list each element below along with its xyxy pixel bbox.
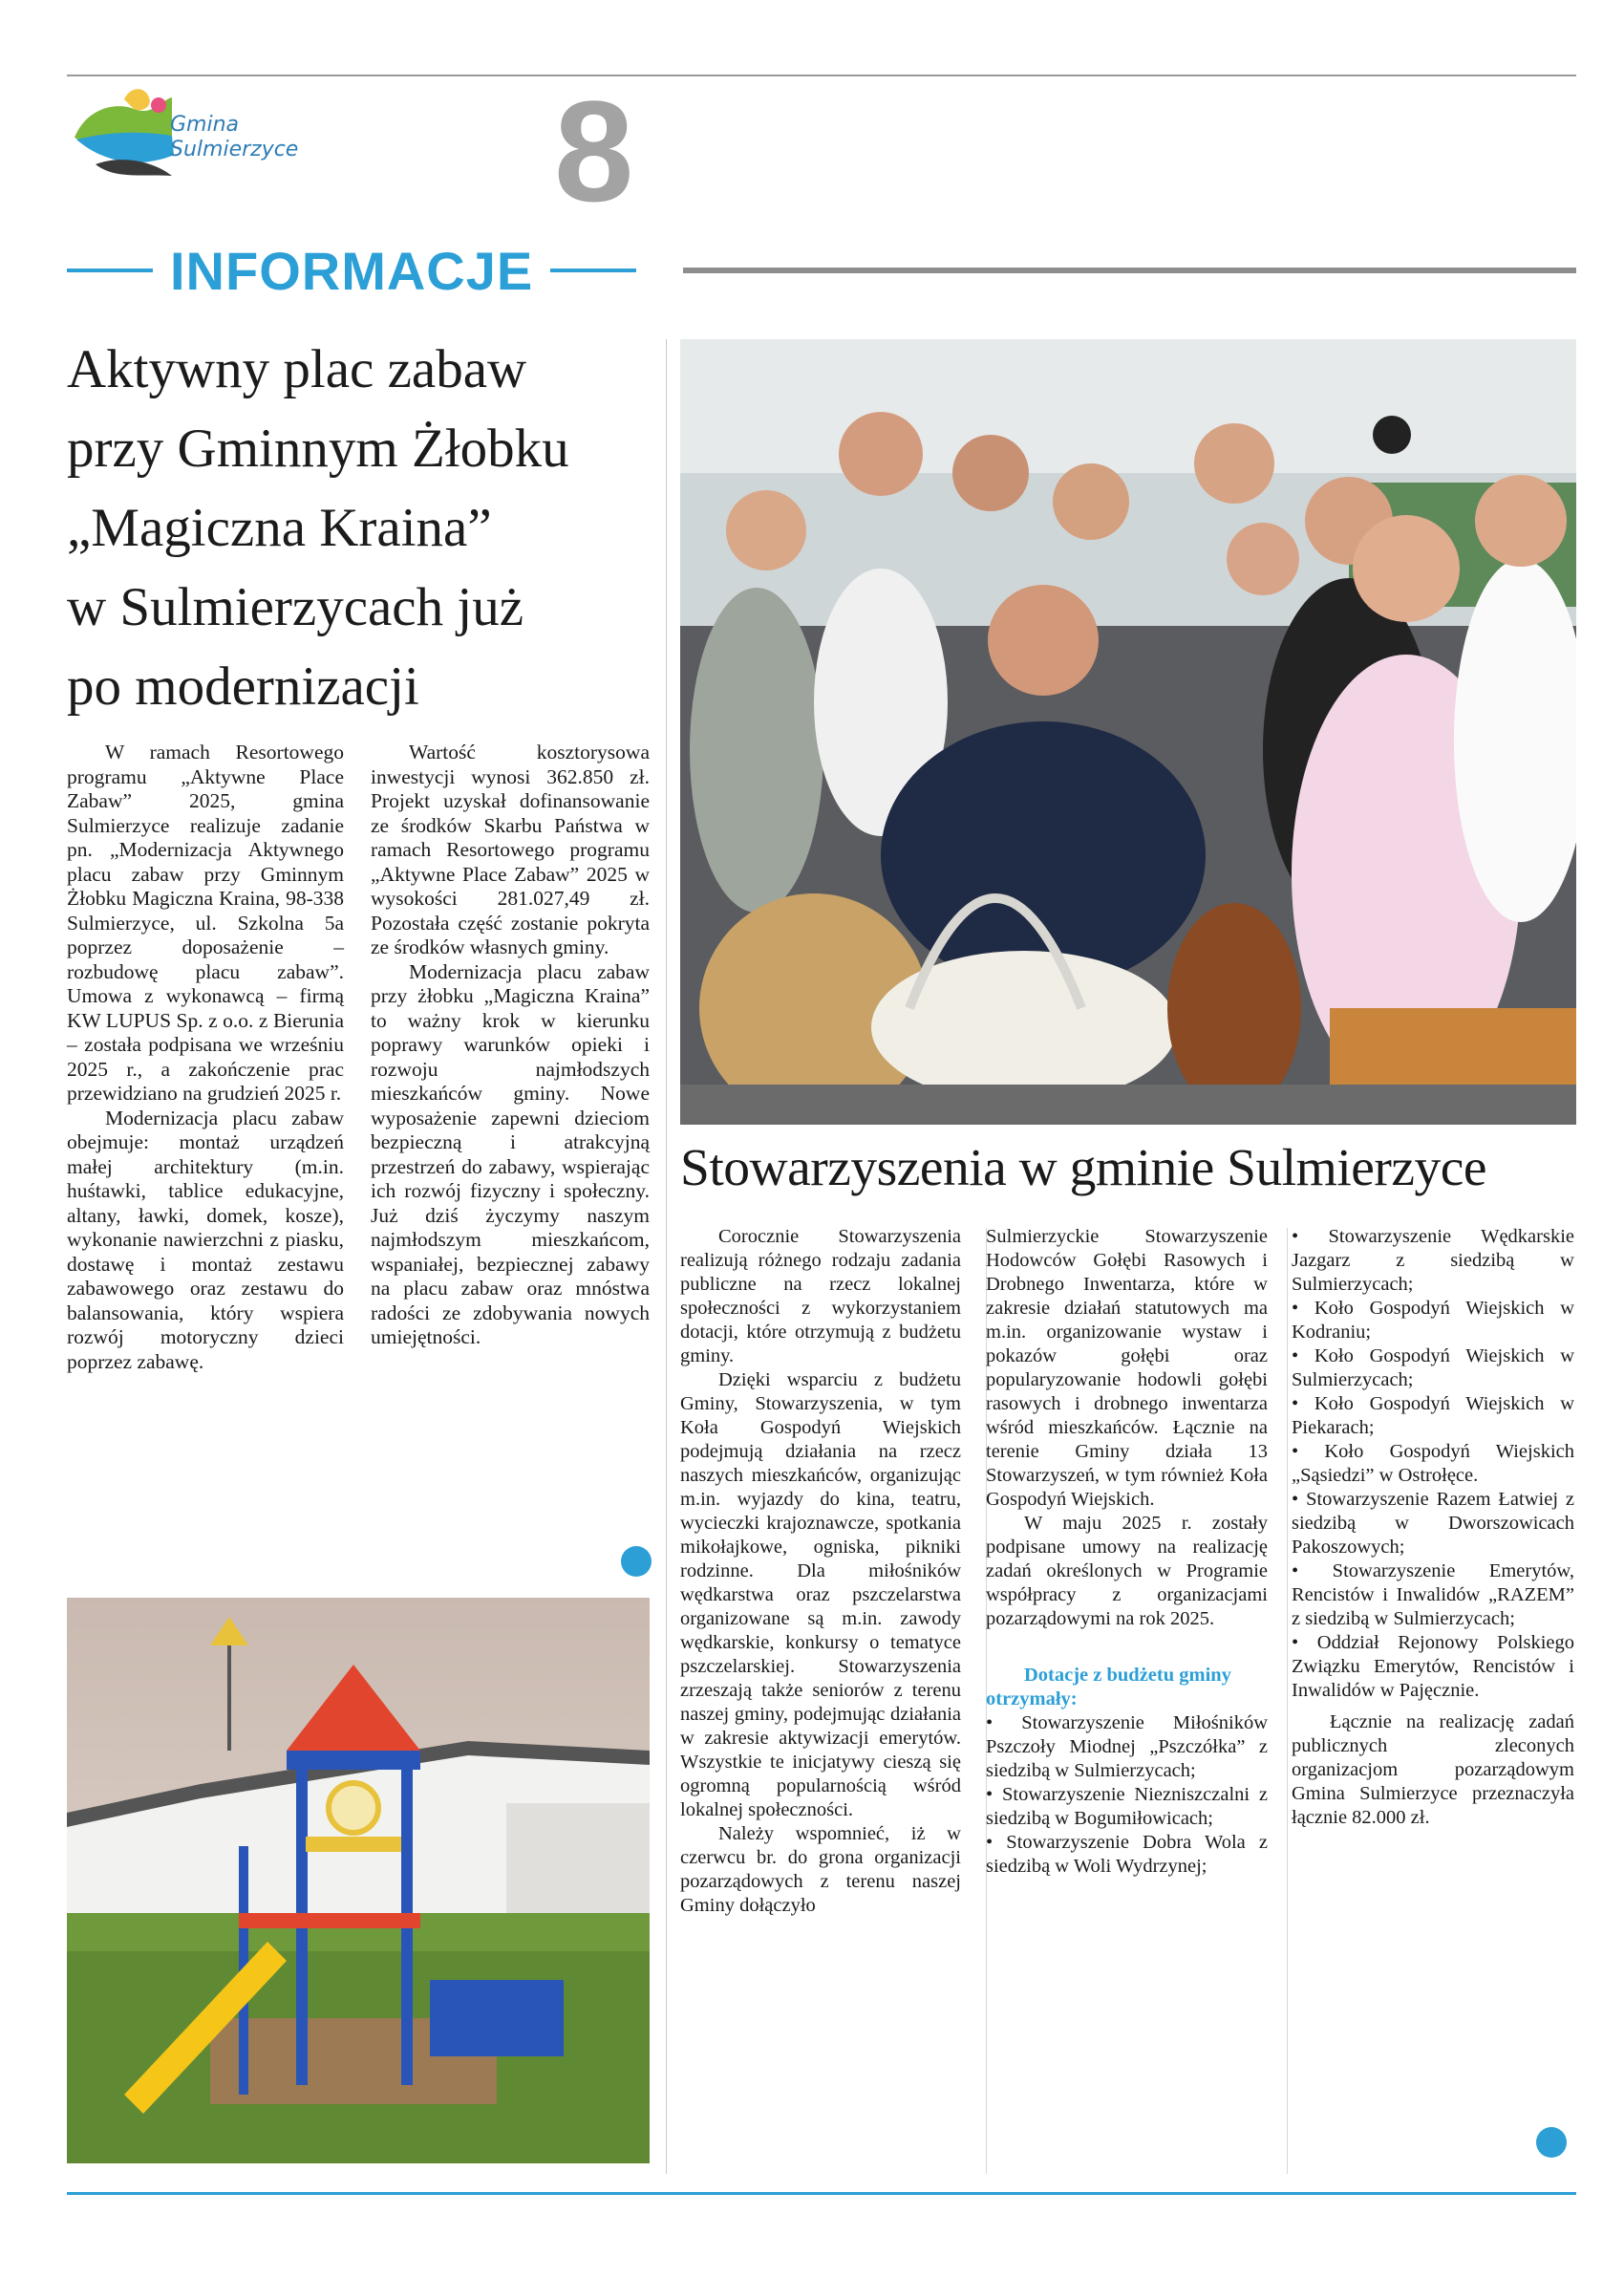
list-item: • Koło Gospodyń Wiejskich w Piekarach;: [1292, 1393, 1574, 1438]
closing-paragraph: Łącznie na realizację zadań publicznych zleconych organizacjom pozarządowym Gmina Sulmierzyce przeznaczyła łącznie 82.000 zł.: [1292, 1711, 1574, 1828]
logo-line-1: Gmina: [170, 113, 240, 137]
page-number: 8: [554, 71, 634, 231]
list-item: • Oddział Rejonowy Polskiego Związku Emerytów, Rencistów i Inwalidów w Pajęcznie.: [1292, 1632, 1574, 1701]
headline-line: Aktywny plac zabaw: [67, 339, 527, 399]
list-item: • Koło Gospodyń Wiejskich „Sąsiedzi” w Ostrołęce.: [1292, 1441, 1574, 1486]
list-item: • Stowarzyszenie Dobra Wola z siedzibą w Woli Wydrzynej;: [986, 1832, 1268, 1877]
grants-subheading: Dotacje z budżetu gminy otrzymały:: [986, 1665, 1231, 1709]
article-1-column-1: [67, 741, 344, 1374]
grants-list-part-2: [1292, 1225, 1574, 1703]
article-2-column-3: [1292, 1225, 1574, 1830]
bottom-rule: [67, 2192, 1576, 2195]
list-item: • Stowarzyszenie Razem Łatwiej z siedzibą w Dworszowicach Pakoszowych;: [1292, 1489, 1574, 1558]
article-1-headline: [67, 330, 659, 726]
top-rule: [67, 75, 1576, 76]
column-separator: [1287, 1228, 1288, 2174]
paragraph: Corocznie Stowarzyszenia realizują różnego rodzaju zadania publiczne na rzecz lokalnej społeczności z wykorzystaniem dotacji, które otrzymują z budżetu gminy.: [680, 1226, 961, 1366]
paragraph: Modernizacja placu zabaw obejmuje: montaż urządzeń małej architektury (m.in. huśtawki, tablice edukacyjne, altany, ławki, domek, kosze), wykonanie nawierzchni z piasku, dostawę i montaż zestawu zabawowego oraz zestawu do balansowania, który wspiera rozwój motoryczny dzieci poprzez zabawę.: [67, 1106, 344, 1373]
section-dash-left: [67, 269, 153, 272]
article-2-column-2: [986, 1225, 1268, 1879]
list-item: • Stowarzyszenie Emerytów, Rencistów i Inwalidów „RAZEM” z siedzibą w Sulmierzycach;: [1292, 1560, 1574, 1629]
headline-line: po modernizacji: [67, 656, 419, 717]
paragraph: Wartość kosztorysowa inwestycji wynosi 362.850 zł. Projekt uzyskał dofinansowanie ze środków Skarbu Państwa w ramach Resortowego programu „Aktywne Place Zabaw” 2025 w wysokości 281.027,49 zł. Pozostała część zostanie pokryta ze środków własnych gminy.: [371, 741, 650, 958]
list-item: • Stowarzyszenie Niezniszczalni z siedzibą w Bogumiłowicach;: [986, 1784, 1268, 1829]
playground-photo: [67, 1598, 650, 2163]
headline-line: przy Gminnym Żłobku: [67, 419, 569, 479]
paragraph: Dzięki wsparciu z budżetu Gminy, Stowarzyszenia, w tym Koła Gospodyń Wiejskich podejmują działania na rzecz naszych mieszkańców, organizując m.in. wyjazdy do kina, teatru, wycieczki krajoznawcze, spotkania mikołajkowe, ogniska, pikniki rodzinne. Dla miłośników wędkarstwa oraz pszczelarstwa organizowane są m.in. zawody wędkarskie, konkursy o tematyce pszczelarskiej. Stowarzyszenia zrzeszają także seniorów z terenu naszej gminy, podejmując działania w zakresie aktywizacji emerytów. Wszystkie te inicjatywy cieszą się ogromną popularnością wśród lokalnej społeczności.: [680, 1369, 961, 1820]
paragraph: Modernizacja placu zabaw przy żłobku „Magiczna Kraina” to ważny krok w kierunku poprawy warunków opieki i rozwoju najmłodszych mieszkańców gminy. Nowe wyposażenie zapewni dzieciom bezpieczną i atrakcyjną przestrzeń do zabawy, wspierając ich rozwój fizyczny i społeczny. Już dziś życzymy naszym najmłodszym mieszkańcom, wspaniałej, bezpiecznej zabawy na placu zabaw oraz mnóstwa radości ze zdobywania nowych umiejętności.: [371, 959, 650, 1348]
grants-list-part-1: [986, 1711, 1268, 1879]
section-title: INFORMACJE: [170, 240, 534, 301]
list-item: • Stowarzyszenie Miłośników Pszczoły Miodnej „Pszczółka” z siedzibą w Sulmierzycach;: [986, 1712, 1268, 1781]
article-1-column-2: [371, 741, 650, 1350]
associations-group-photo: [680, 339, 1576, 1125]
section-header: [67, 237, 636, 304]
article-2-column-1: [680, 1225, 961, 1918]
end-marker-dot: [1536, 2127, 1567, 2158]
paragraph: Należy wspomnieć, iż w czerwcu br. do grona organizacji pozarządowych z terenu naszej Gminy dołączyło: [680, 1823, 961, 1916]
list-item: • Koło Gospodyń Wiejskich w Sulmierzycach;: [1292, 1345, 1574, 1390]
paragraph: W ramach Resortowego programu „Aktywne Place Zabaw” 2025, gmina Sulmierzyce realizuje zadanie pn. „Modernizacja Aktywnego placu zabaw przy Gminnym Żłobku Magiczna Kraina, 98-338 Sulmierzyce, ul. Szkolna 5a poprzez doposażenie – rozbudowę placu zabaw”. Umowa z wykonawcą – firmą KW LUPUS Sp. z o.o. z Bierunia – została podpisana we wrześniu 2025 r., a zakończenie prac przewidziano na grudzień 2025 r.: [67, 741, 344, 1105]
logo-wordmark: [170, 113, 298, 162]
list-item: • Stowarzyszenie Wędkarskie Jazgarz z siedzibą w Sulmierzycach;: [1292, 1226, 1574, 1295]
section-dash-right: [550, 269, 636, 272]
logo-line-2: Sulmierzyce: [170, 138, 299, 161]
column-separator: [666, 339, 667, 2174]
end-marker-dot: [621, 1546, 652, 1577]
paragraph: W maju 2025 r. zostały podpisane umowy na realizację zadań określonych w Programie współpracy z organizacjami pozarządowymi na rok 2025.: [986, 1513, 1268, 1629]
paragraph: Sulmierzyckie Stowarzyszenie Hodowców Gołębi Rasowych i Drobnego Inwentarza, które w zakresie działań statutowych ma m.in. organizowanie wystaw i pokazów gołębi oraz popularyzowanie hodowli gołębi rasowych i drobnego inwentarza wśród mieszkańców. Łącznie na terenie Gminy działa 13 Stowarzyszeń, w tym również Koła Gospodyń Wiejskich.: [986, 1226, 1268, 1510]
section-rule: [683, 268, 1576, 273]
headline-line: „Magiczna Kraina”: [67, 498, 492, 558]
headline-line: w Sulmierzycach już: [67, 577, 524, 637]
list-item: • Koło Gospodyń Wiejskich w Kodraniu;: [1292, 1298, 1574, 1343]
article-2-headline: Stowarzyszenia w gminie Sulmierzyce: [680, 1139, 1487, 1197]
